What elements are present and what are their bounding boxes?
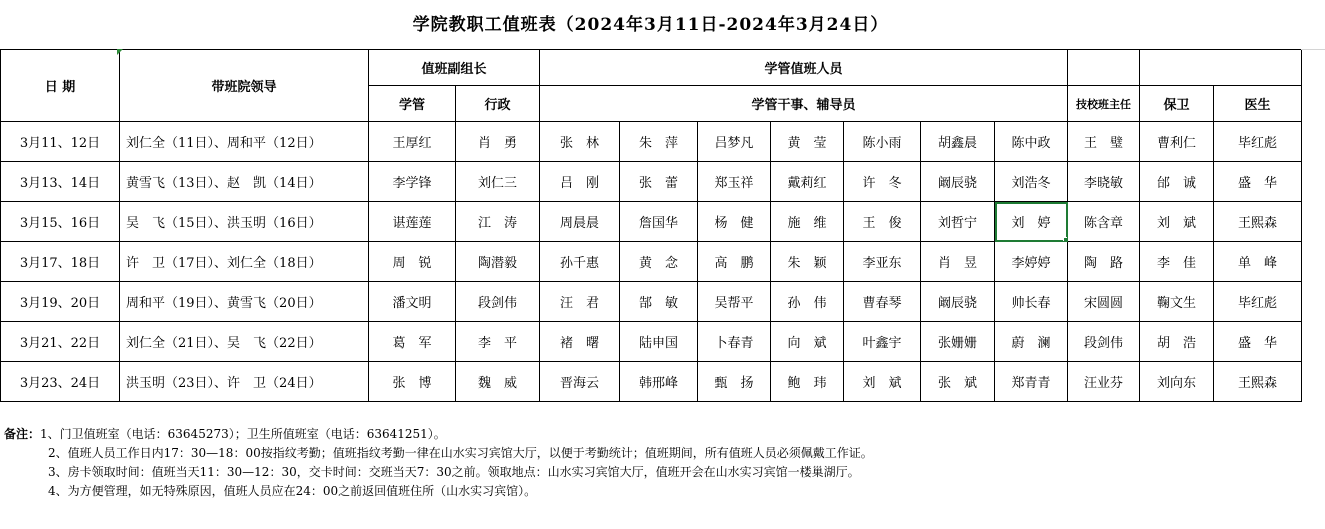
header-deputy[interactable]: 值班副组长 bbox=[369, 50, 540, 86]
doctor-cell[interactable]: 单 峰 bbox=[1214, 242, 1302, 282]
date-cell[interactable]: 3月19、20日 bbox=[1, 282, 120, 322]
staff-cell[interactable]: 吴帮平 bbox=[698, 282, 771, 322]
date-cell[interactable]: 3月21、22日 bbox=[1, 322, 120, 362]
tech-cell[interactable]: 段剑伟 bbox=[1068, 322, 1140, 362]
date-cell[interactable]: 3月13、14日 bbox=[1, 162, 120, 202]
staff-cell[interactable]: 肖 昱 bbox=[921, 242, 995, 282]
staff-cell[interactable]: 阚辰骁 bbox=[921, 162, 995, 202]
staff-cell[interactable]: 郑青青 bbox=[995, 362, 1068, 402]
leader-cell[interactable]: 刘仁全（11日）、周和平（12日） bbox=[120, 122, 369, 162]
note-line: 1、门卫值班室（电话：63645273）；卫生所值班室（电话：63641251）。 bbox=[40, 427, 446, 441]
xingzheng-cell[interactable]: 段剑伟 bbox=[456, 282, 540, 322]
staff-cell[interactable]: 王 俊 bbox=[844, 202, 921, 242]
xueguan-cell[interactable]: 潘文明 bbox=[369, 282, 456, 322]
staff-cell[interactable]: 朱 颖 bbox=[771, 242, 844, 282]
table-row bbox=[1, 122, 1302, 162]
doctor-cell[interactable]: 毕红彪 bbox=[1214, 122, 1302, 162]
header-xueguan[interactable]: 学管 bbox=[369, 86, 456, 122]
staff-cell[interactable]: 汪 君 bbox=[540, 282, 620, 322]
staff-cell[interactable]: 李婷婷 bbox=[995, 242, 1068, 282]
table-row bbox=[1, 242, 1302, 282]
date-cell[interactable]: 3月15、16日 bbox=[1, 202, 120, 242]
security-cell[interactable]: 刘向东 bbox=[1140, 362, 1214, 402]
leader-cell[interactable]: 黄雪飞（13日）、赵 凯（14日） bbox=[120, 162, 369, 202]
note-line: 2、值班人员工作日内17：30—18：00按指纹考勤；值班指纹考勤一律在山水实习宾馆大厅，以便于考勤统计；值班期间，所有值班人员必须佩戴工作证。 bbox=[48, 446, 873, 460]
staff-cell[interactable]: 孙千惠 bbox=[540, 242, 620, 282]
tech-cell[interactable]: 李晓敏 bbox=[1068, 162, 1140, 202]
staff-cell[interactable]: 高 鹏 bbox=[698, 242, 771, 282]
doctor-cell[interactable]: 王熙森 bbox=[1214, 202, 1302, 242]
date-cell[interactable]: 3月17、18日 bbox=[1, 242, 120, 282]
security-cell[interactable]: 邰 诚 bbox=[1140, 162, 1214, 202]
comment-indicator bbox=[117, 49, 123, 55]
security-cell[interactable]: 刘 斌 bbox=[1140, 202, 1214, 242]
staff-cell[interactable]: 詹国华 bbox=[620, 202, 698, 242]
staff-cell[interactable]: 卜春青 bbox=[698, 322, 771, 362]
staff-cell[interactable]: 曹春琴 bbox=[844, 282, 921, 322]
staff-cell[interactable]: 甄 扬 bbox=[698, 362, 771, 402]
staff-cell[interactable]: 戴莉红 bbox=[771, 162, 844, 202]
table-row bbox=[1, 202, 1302, 242]
leader-cell[interactable]: 洪玉明（23日）、许 卫（24日） bbox=[120, 362, 369, 402]
staff-cell[interactable]: 黄 念 bbox=[620, 242, 698, 282]
date-cell[interactable]: 3月23、24日 bbox=[1, 362, 120, 402]
staff-cell[interactable]: 陆申国 bbox=[620, 322, 698, 362]
fill-handle[interactable] bbox=[1063, 237, 1068, 242]
leader-cell[interactable]: 周和平（19日）、黄雪飞（20日） bbox=[120, 282, 369, 322]
leader-cell[interactable]: 许 卫（17日）、刘仁全（18日） bbox=[120, 242, 369, 282]
staff-cell[interactable]: 陈小雨 bbox=[844, 122, 921, 162]
security-cell[interactable]: 曹利仁 bbox=[1140, 122, 1214, 162]
duty-table bbox=[0, 49, 1302, 402]
tech-cell[interactable]: 陶 路 bbox=[1068, 242, 1140, 282]
xueguan-cell[interactable]: 张 博 bbox=[369, 362, 456, 402]
xueguan-cell[interactable]: 王厚红 bbox=[369, 122, 456, 162]
staff-cell[interactable]: 朱 萍 bbox=[620, 122, 698, 162]
xingzheng-cell[interactable]: 陶潜毅 bbox=[456, 242, 540, 282]
staff-cell[interactable]: 许 冬 bbox=[844, 162, 921, 202]
leader-cell[interactable]: 吴 飞（15日）、洪玉明（16日） bbox=[120, 202, 369, 242]
xingzheng-cell[interactable]: 李 平 bbox=[456, 322, 540, 362]
staff-cell[interactable]: 陈中政 bbox=[995, 122, 1068, 162]
xueguan-cell[interactable]: 李学锋 bbox=[369, 162, 456, 202]
staff-cell[interactable]: 张 斌 bbox=[921, 362, 995, 402]
doctor-cell[interactable]: 毕红彪 bbox=[1214, 282, 1302, 322]
header-staff-sub[interactable]: 学管干事、辅导员 bbox=[540, 86, 1068, 122]
tech-cell[interactable]: 宋圆圆 bbox=[1068, 282, 1140, 322]
staff-cell[interactable]: 张 林 bbox=[540, 122, 620, 162]
staff-cell[interactable]: 张 蕾 bbox=[620, 162, 698, 202]
sheet-title: 学院教职工值班表（2024年3月11日-2024年3月24日） bbox=[412, 15, 889, 35]
staff-cell[interactable]: 帅长春 bbox=[995, 282, 1068, 322]
notes-label: 备注： bbox=[4, 427, 41, 441]
selected-cell[interactable]: 刘 婷 bbox=[995, 202, 1068, 242]
tech-cell[interactable]: 汪业芬 bbox=[1068, 362, 1140, 402]
header-blank-right[interactable] bbox=[1140, 50, 1302, 86]
staff-cell[interactable]: 刘哲宁 bbox=[921, 202, 995, 242]
table-row bbox=[1, 322, 1302, 362]
header-doctor[interactable]: 医生 bbox=[1214, 86, 1302, 122]
header-tech[interactable]: 技校班主任 bbox=[1068, 86, 1140, 122]
xingzheng-cell[interactable]: 魏 威 bbox=[456, 362, 540, 402]
header-security[interactable]: 保卫 bbox=[1140, 86, 1214, 122]
leader-cell[interactable]: 刘仁全（21日）、吴 飞（22日） bbox=[120, 322, 369, 362]
staff-cell[interactable]: 胡鑫晨 bbox=[921, 122, 995, 162]
staff-cell[interactable]: 叶鑫宇 bbox=[844, 322, 921, 362]
staff-cell[interactable]: 吕梦凡 bbox=[698, 122, 771, 162]
header-blank-tech[interactable] bbox=[1068, 50, 1140, 86]
tech-cell[interactable]: 陈含章 bbox=[1068, 202, 1140, 242]
xueguan-cell[interactable]: 葛 军 bbox=[369, 322, 456, 362]
note-line: 3、房卡领取时间：值班当天11：30—12：30，交卡时间：交班当天7：30之前。领取地点：山水实习宾馆大厅，值班开会在山水实习宾馆一楼巢湖厅。 bbox=[48, 465, 860, 479]
doctor-cell[interactable]: 盛 华 bbox=[1214, 162, 1302, 202]
staff-cell[interactable]: 施 维 bbox=[771, 202, 844, 242]
staff-cell[interactable]: 孙 伟 bbox=[771, 282, 844, 322]
xingzheng-cell[interactable]: 肖 勇 bbox=[456, 122, 540, 162]
staff-cell[interactable]: 郑玉祥 bbox=[698, 162, 771, 202]
staff-cell[interactable]: 张姗姗 bbox=[921, 322, 995, 362]
staff-cell[interactable]: 晋海云 bbox=[540, 362, 620, 402]
staff-cell[interactable]: 黄 莹 bbox=[771, 122, 844, 162]
note-line: 4、为方便管理，如无特殊原因，值班人员应在24：00之前返回值班住所（山水实习宾馆）。 bbox=[48, 484, 537, 498]
grid-edge bbox=[1301, 49, 1325, 403]
doctor-cell[interactable]: 盛 华 bbox=[1214, 322, 1302, 362]
staff-cell[interactable]: 李亚东 bbox=[844, 242, 921, 282]
staff-cell[interactable]: 刘浩冬 bbox=[995, 162, 1068, 202]
xueguan-cell[interactable]: 谌莲莲 bbox=[369, 202, 456, 242]
staff-cell[interactable]: 向 斌 bbox=[771, 322, 844, 362]
staff-cell[interactable]: 周晨晨 bbox=[540, 202, 620, 242]
security-cell[interactable]: 鞠文生 bbox=[1140, 282, 1214, 322]
staff-cell[interactable]: 蔚 澜 bbox=[995, 322, 1068, 362]
doctor-cell[interactable]: 王熙森 bbox=[1214, 362, 1302, 402]
staff-cell[interactable]: 刘 斌 bbox=[844, 362, 921, 402]
notes bbox=[4, 425, 873, 501]
header-staff[interactable]: 学管值班人员 bbox=[540, 50, 1068, 86]
security-cell[interactable]: 李 佳 bbox=[1140, 242, 1214, 282]
staff-cell[interactable]: 韩邢峰 bbox=[620, 362, 698, 402]
header-xingzheng[interactable]: 行政 bbox=[456, 86, 540, 122]
header-date[interactable]: 日 期 bbox=[1, 50, 120, 122]
staff-cell[interactable]: 阚辰骁 bbox=[921, 282, 995, 322]
table-row bbox=[1, 162, 1302, 202]
header-leader[interactable]: 带班院领导 bbox=[120, 50, 369, 122]
security-cell[interactable]: 胡 浩 bbox=[1140, 322, 1214, 362]
table-row bbox=[1, 282, 1302, 322]
staff-cell[interactable]: 杨 健 bbox=[698, 202, 771, 242]
table-row bbox=[1, 362, 1302, 402]
staff-cell[interactable]: 郜 敏 bbox=[620, 282, 698, 322]
staff-cell[interactable]: 褚 曙 bbox=[540, 322, 620, 362]
xingzheng-cell[interactable]: 江 涛 bbox=[456, 202, 540, 242]
staff-cell[interactable]: 吕 刚 bbox=[540, 162, 620, 202]
xueguan-cell[interactable]: 周 锐 bbox=[369, 242, 456, 282]
date-cell[interactable]: 3月11、12日 bbox=[1, 122, 120, 162]
staff-cell[interactable]: 鲍 玮 bbox=[771, 362, 844, 402]
xingzheng-cell[interactable]: 刘仁三 bbox=[456, 162, 540, 202]
tech-cell[interactable]: 王 璧 bbox=[1068, 122, 1140, 162]
